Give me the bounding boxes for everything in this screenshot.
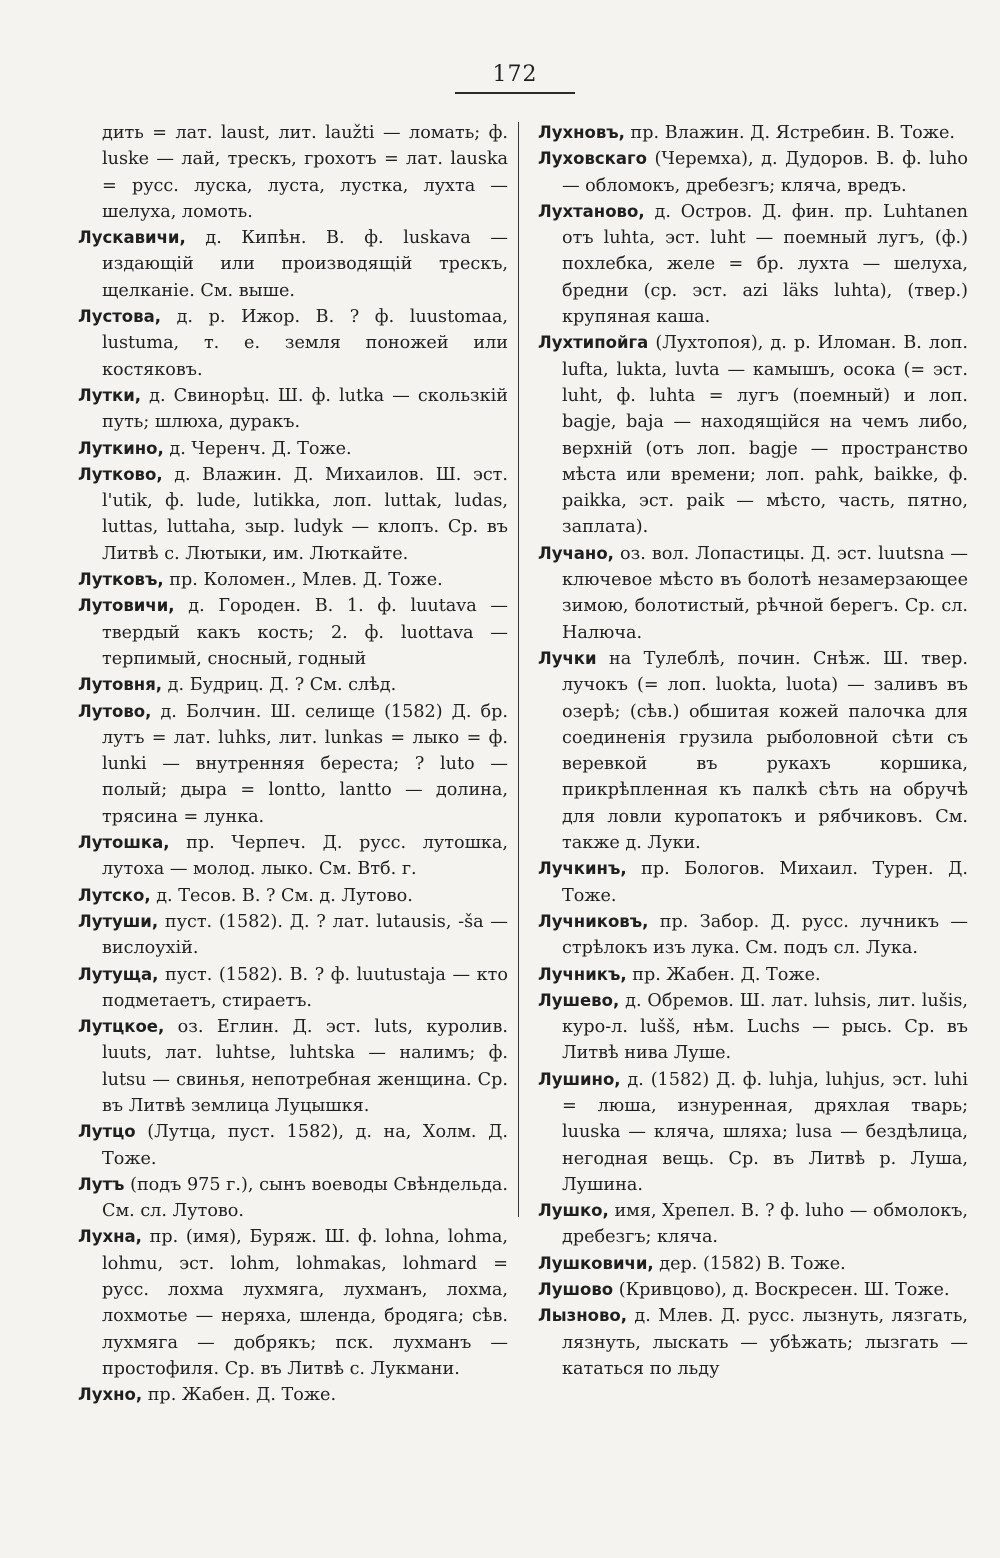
dictionary-entry — [78, 1014, 508, 1119]
dictionary-entry — [78, 1119, 508, 1172]
entry-headword: Лушко, — [538, 1201, 609, 1221]
dictionary-entry — [78, 304, 508, 383]
entry-headword: Лутковъ, — [78, 570, 164, 590]
dictionary-entry — [78, 436, 508, 462]
entry-headword: Лутцо — [78, 1122, 136, 1142]
entry-headword: Лушово — [538, 1280, 614, 1300]
left-column — [78, 120, 508, 1409]
entry-headword: Лутуща, — [78, 964, 159, 984]
dictionary-entry — [78, 883, 508, 909]
page-number-rule — [455, 92, 575, 94]
entry-body: д. р. Ижор. В. ? ф. luustomaa, lustuma, т. е. земля поножей или костяковъ. — [102, 307, 508, 380]
entry-headword: Луховскаго — [538, 149, 647, 169]
dictionary-entry — [538, 1303, 968, 1382]
entry-headword: Луткино, — [78, 438, 164, 458]
entry-body: д. Млев. Д. русс. лызнуть, лязгать, лязнуть, лыскать — убѣжать; лызгать — кататься по льду — [562, 1306, 968, 1379]
dictionary-entry — [538, 962, 968, 988]
right-column — [538, 120, 968, 1382]
entry-body: дер. (1582) В. Тоже. — [659, 1253, 846, 1274]
entry-body: д. Кипѣн. В. ф. luskava — издающій или производящій трескъ, щелканіе. См. выше. — [102, 228, 509, 301]
entry-headword: Лухна, — [78, 1227, 142, 1247]
entry-headword: Лутско, — [78, 885, 151, 905]
dictionary-entry — [78, 383, 508, 436]
entry-body: (Черемха), д. Дудоров. В. ф. luho — обломокъ, дребезгъ; кляча, вредъ. — [562, 149, 968, 196]
dictionary-entry — [538, 120, 968, 146]
dictionary-entry — [538, 199, 968, 330]
dictionary-entry — [78, 120, 508, 225]
dictionary-entry — [78, 909, 508, 962]
dictionary-entry — [78, 225, 508, 304]
entry-headword: Лустова, — [78, 307, 161, 327]
entry-body: пр. Влажин. Д. Ястребин. В. Тоже. — [630, 123, 955, 143]
dictionary-entry — [538, 856, 968, 909]
entry-headword: Лутки, — [78, 385, 142, 405]
entry-body: д. Обремов. Ш. лат. luhsis, лит. lušis, куро-л. lušš, нѣм. Luchs — рысь. Ср. въ Литвѣ нива Луше. — [562, 990, 969, 1064]
entry-headword: Лутовня, — [78, 675, 163, 695]
entry-body: (Лухтопоя), д. р. Иломан. В. лоп. lufta, lukta, luvta — камышъ, осока (= эст. luht, ф. luhta = лугъ (поемный) и лоп. bagje, baja — находящійся на чемъ либо, верхній (отъ лоп. bagje — пространство мѣста или времени; лоп. pahk, baikke, ф. paikka, эст. paik — мѣсто, часть, пятно, заплата). — [562, 333, 969, 538]
entry-headword: Лутовичи, — [78, 596, 175, 616]
entry-body: д. (1582) Д. ф. luhja, luhjus, эст. luhi = люша, изнуренная, дряхлая тварь; luuska — кляча, шляха; lusa — бездѣлица, негодная вещь. Ср. въ Литвѣ р. Луша, Лушина. — [562, 1069, 969, 1195]
entry-body: пр. Забор. Д. русс. лучникъ — стрѣлокъ изъ лука. См. подъ сл. Лука. — [562, 911, 968, 959]
entry-body: д. Болчин. Ш. селище (1582) Д. бр. лутъ = лат. luhks, лит. lunkas = лыко = ф. lunki — внутренняя береста; ? luto — полый; дыра = lontto, lantto — долина, трясина = лунка. — [102, 701, 509, 827]
entry-headword: Лучки — [538, 648, 597, 668]
dictionary-entry — [538, 1277, 968, 1303]
entry-body: (Кривцово), д. Воскресен. Ш. Тоже. — [618, 1280, 950, 1301]
entry-headword: Лучано, — [538, 543, 614, 563]
entry-body: дить = лат. laust, лит. laužti — ломать; ф. luske — лай, трескъ, грохотъ = лат. lauska = русс. луска, луста, лустка, лухта — шелуха, ломоть. — [102, 123, 508, 222]
entry-headword: Лызново, — [538, 1306, 627, 1326]
entry-body: (Лутца, пуст. 1582), д. на, Холм. Д. Тоже. — [102, 1122, 509, 1169]
entry-body: д. Черенч. Д. Тоже. — [169, 438, 352, 459]
entry-headword: Лучкинъ, — [538, 859, 627, 879]
entry-headword: Лучниковъ, — [538, 911, 649, 931]
dictionary-entry — [538, 1251, 968, 1277]
dictionary-entry — [538, 1067, 968, 1198]
entry-headword: Лучникъ, — [538, 964, 627, 984]
entry-body: д. Свинорѣц. Ш. ф. lutka — скользкій путь; шлюха, дуракъ. — [102, 385, 509, 433]
dictionary-entry — [78, 462, 508, 567]
entry-body: д. Будриц. Д. ? См. слѣд. — [167, 675, 397, 696]
entry-headword: Лушино, — [538, 1069, 621, 1089]
entry-headword: Лухновъ, — [538, 123, 625, 142]
entry-headword: Лутъ — [78, 1174, 125, 1194]
entry-headword: Лухтипойга — [538, 333, 649, 353]
entry-body: д. Влажин. Д. Михаилов. Ш. эст. l'utik, ф. lude, lutikka, лоп. luttak, ludas, luttas, luttaha, зыр. ludyk — клопъ. Ср. въ Литвѣ с. Лютыки, им. Люткайте. — [102, 464, 509, 564]
dictionary-entry — [78, 567, 508, 593]
entry-body: пр. Бологов. Михаил. Турен. Д. Тоже. — [562, 859, 968, 906]
entry-body: пр. Коломен., Млев. Д. Тоже. — [169, 570, 443, 591]
entry-body: пр. Жабен. Д. Тоже. — [147, 1385, 337, 1406]
entry-body: д. Тесов. В. ? См. д. Лутово. — [156, 885, 413, 906]
dictionary-entry — [78, 1382, 508, 1408]
entry-body: пуст. (1582). В. ? ф. luutustaja — кто подметаетъ, стираетъ. — [102, 964, 509, 1011]
column-divider — [518, 122, 519, 1217]
entry-headword: Лускавичи, — [78, 228, 186, 248]
entry-body: (подъ 975 г.), сынъ воеводы Свѣндельда. См. сл. Лутово. — [102, 1174, 509, 1222]
entry-headword: Лухно, — [78, 1385, 143, 1405]
entry-headword: Лухтаново, — [538, 201, 645, 221]
dictionary-entry — [78, 962, 508, 1015]
entry-headword: Лушево, — [538, 990, 620, 1010]
page-number: 172 — [492, 62, 538, 87]
dictionary-entry — [538, 988, 968, 1067]
dictionary-entry — [538, 541, 968, 646]
dictionary-entry — [78, 699, 508, 830]
entry-body: оз. Еглин. Д. эст. luts, куролив. luuts, лат. luhtse, luhtska — налимъ; ф. lutsu — свинья, непотребная женщина. Ср. въ Литвѣ землица Луцышкя. — [102, 1017, 508, 1116]
dictionary-entry — [78, 830, 508, 883]
entry-body: оз. вол. Лопастицы. Д. эст. luutsna — ключевое мѣсто въ болотѣ незамерзающее зимою, болотистый, рѣчной берегъ. Ср. сл. Налюча. — [562, 543, 969, 643]
dictionary-entry — [78, 1224, 508, 1382]
entry-headword: Лутово, — [78, 701, 152, 721]
entry-headword: Лушковичи, — [538, 1253, 654, 1273]
entry-body: д. Городен. В. 1. ф. luutava — твердый какъ кость; 2. ф. luottava — терпимый, сносный, годный — [102, 596, 509, 669]
entry-headword: Лутуши, — [78, 911, 159, 931]
dictionary-entry — [538, 146, 968, 199]
entry-body: на Тулеблѣ, почин. Снѣж. Ш. твер. лучокъ (= лоп. luokta, luota) — заливъ въ озерѣ; (сѣв.) обшитая кожей палочка для соединенія грузила рыболовной сѣти съ веревкой въ рукахъ коршика, прикрѣпленная къ палкѣ сѣть на обручѣ для ловли куропатокъ и рябчиковъ. См. также д. Луки. — [562, 648, 968, 854]
entry-headword: Лутошка, — [78, 833, 170, 853]
entry-body: пр. Жабен. Д. Тоже. — [632, 964, 821, 985]
dictionary-entry — [78, 1172, 508, 1225]
dictionary-entry — [538, 646, 968, 856]
entry-headword: Лутково, — [78, 464, 163, 484]
entry-body: пр. Черпеч. Д. русс. лутошка, лутоха — молод. лыко. См. Втб. г. — [102, 833, 508, 880]
entry-body: пуст. (1582). Д. ? лат. lutausis, -ša — вислоухій. — [102, 911, 508, 959]
dictionary-entry — [538, 330, 968, 540]
entry-body: имя, Хрепел. В. ? ф. luho — обмолокъ, дребезгъ; кляча. — [562, 1201, 968, 1248]
entry-body: д. Остров. Д. фин. пр. Luhtanen отъ luhta, эст. luht — поемный лугъ, (ф.) похлебка, желе = бр. лухта — шелуха, бредни (ср. эст. azi läks luhta), (твер.) крупяная каша. — [562, 201, 968, 328]
dictionary-entry — [78, 593, 508, 672]
dictionary-entry — [538, 1198, 968, 1251]
dictionary-entry — [538, 909, 968, 962]
entry-body: пр. (имя), Буряж. Ш. ф. lohna, lohma, lohmu, эст. lohm, lohmakas, lohmard = русс. лохма лухмяга, лухманъ, лохма, лохмотье — неряха, шлендa, бродяга; сѣв. лухмяга — добрякъ; пск. лухманъ — простофиля. Ср. въ Литвѣ с. Лукмани. — [102, 1227, 509, 1379]
dictionary-entry — [78, 672, 508, 698]
entry-headword: Лутцкое, — [78, 1017, 165, 1037]
